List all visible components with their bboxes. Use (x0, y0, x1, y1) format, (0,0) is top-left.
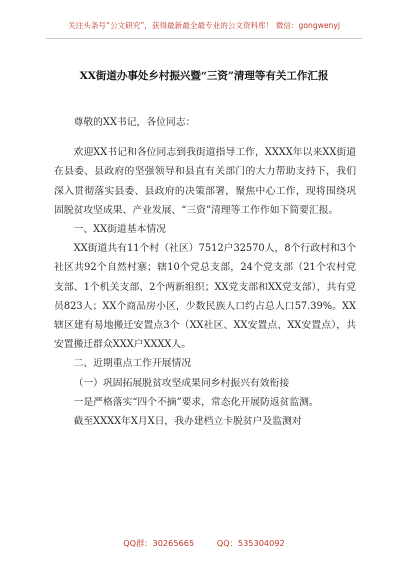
header-banner: 关注头条号“公文研究”，获得最新最全最专业的公文资料库！ 微信：gongwenyj (68, 21, 340, 30)
paragraph-point-1: 一是严格落实“四个不摘”要求，常态化开展防返贫监测。 (73, 396, 319, 408)
document-body (54, 113, 356, 431)
section-heading-2: 二、近期重点工作开展情况 (73, 358, 192, 370)
footer-contact (0, 538, 408, 549)
header-divider (46, 38, 362, 39)
paragraph-intro: 欢迎XX书记和各位同志到我街道指导工作，XXXX年以来XX街道在县委、县政府的坚强领导和县直有关部门的大力帮助支持下，我们深入贯彻落实县委、县政府的决策部署，聚焦中心工作，现将围绕巩固脱贫攻坚成果、产业发展、“三资”清理等工作作如下简要汇报。 (54, 147, 356, 216)
subsection-heading-1: （一）巩固拓展脱贫攻坚成果同乡村振兴有效衔接 (73, 377, 290, 389)
salutation: 尊敬的XX书记，各位同志： (73, 117, 196, 128)
qq-number: QQ：535304092 (216, 538, 285, 548)
paragraph-cutoff: 截至XXXX年X月X日，我办建档立卡脱贫户及监测对 (73, 416, 302, 428)
section-heading-1: 一、XX街道基本情况 (73, 224, 166, 236)
qq-group: QQ群：30265665 (123, 538, 195, 548)
paragraph-basic-info: XX街道共有11个村（社区）7512户32570人，8个行政村和3个社区共92个自然村寨；辖10个党总支部，24个党支部（21个农村党支部、1个机关支部、2个两新组织；XX党支部和XX党支部），共有党员823人；XX个商品房小区，少数民族人口约占总人口57.39%。XX辖区建有易地搬迁安置点3个（XX社区、XX安置点、XX安置点），共安置搬迁群众XXX户XXXX人。 (54, 243, 356, 351)
document-title: XX街道办事处乡村振兴暨“三资”清理等有关工作汇报 (79, 70, 329, 82)
